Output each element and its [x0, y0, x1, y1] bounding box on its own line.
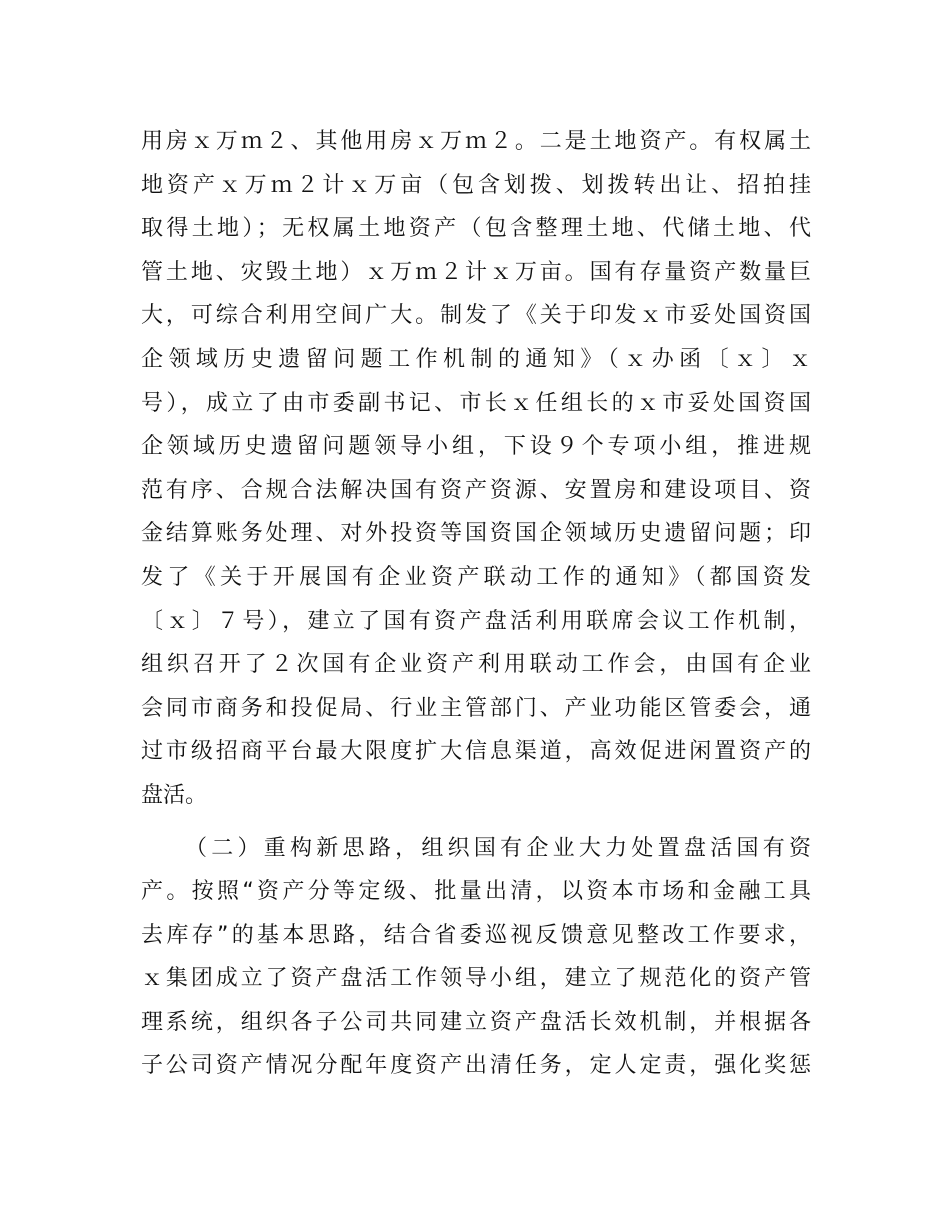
text-line: 产。按照“资产分等定级、批量出清，以资本市场和金融工具	[141, 879, 811, 905]
section-heading-line: （二）重构新思路，组织国有企业大力处置盘活国有资	[185, 835, 811, 861]
text-line: 组织召开了２次国有企业资产利用联动工作会，由国有企业	[141, 652, 811, 678]
text-line: 范有序、合规合法解决国有资产资源、安置房和建设项目、资	[141, 477, 811, 503]
text-line: 企领域历史遗留问题工作机制的通知》（ｘ办函〔ｘ〕ｘ	[141, 346, 811, 372]
text-line: 取得土地）；无权属土地资产（包含整理土地、代储土地、代	[141, 216, 811, 242]
text-line: 〔ｘ〕７号），建立了国有资产盘活利用联席会议工作机制，	[141, 608, 811, 634]
body-text	[141, 120, 811, 1088]
text-line: 盘活。	[141, 782, 208, 808]
paragraph-2	[141, 827, 811, 1089]
text-line: 管土地、灾毁土地）ｘ万ｍ２计ｘ万亩。国有存量资产数量巨	[141, 259, 811, 285]
paragraph-1	[141, 120, 811, 818]
text-line: 去库存”的基本思路，结合省委巡视反馈意见整改工作要求，	[141, 922, 811, 948]
text-line: 发了《关于开展国有企业资产联动工作的通知》（都国资发	[141, 564, 811, 590]
text-line: 过市级招商平台最大限度扩大信息渠道，高效促进闲置资产的	[141, 739, 811, 765]
text-line: 理系统，组织各子公司共同建立资产盘活长效机制，并根据各	[141, 1009, 811, 1035]
text-line: ｘ集团成立了资产盘活工作领导小组，建立了规范化的资产管	[141, 966, 811, 992]
text-line: 金结算账务处理、对外投资等国资国企领域历史遗留问题；印	[141, 521, 811, 547]
text-line: 企领域历史遗留问题领导小组，下设９个专项小组，推进规	[141, 434, 811, 460]
text-line: 号），成立了由市委副书记、市长ｘ任组长的ｘ市妥处国资国	[141, 390, 811, 416]
text-line: 大，可综合利用空间广大。制发了《关于印发ｘ市妥处国资国	[141, 303, 811, 329]
paragraph-gap	[141, 818, 811, 827]
text-line: 会同市商务和投促局、行业主管部门、产业功能区管委会，通	[141, 695, 811, 721]
text-line: 子公司资产情况分配年度资产出清任务，定人定责，强化奖惩	[141, 1053, 811, 1079]
text-line: 用房ｘ万ｍ２、其他用房ｘ万ｍ２。二是土地资产。有权属土	[141, 129, 811, 154]
text-line: 地资产ｘ万ｍ２计ｘ万亩（包含划拨、划拨转出让、招拍挂	[141, 172, 811, 198]
